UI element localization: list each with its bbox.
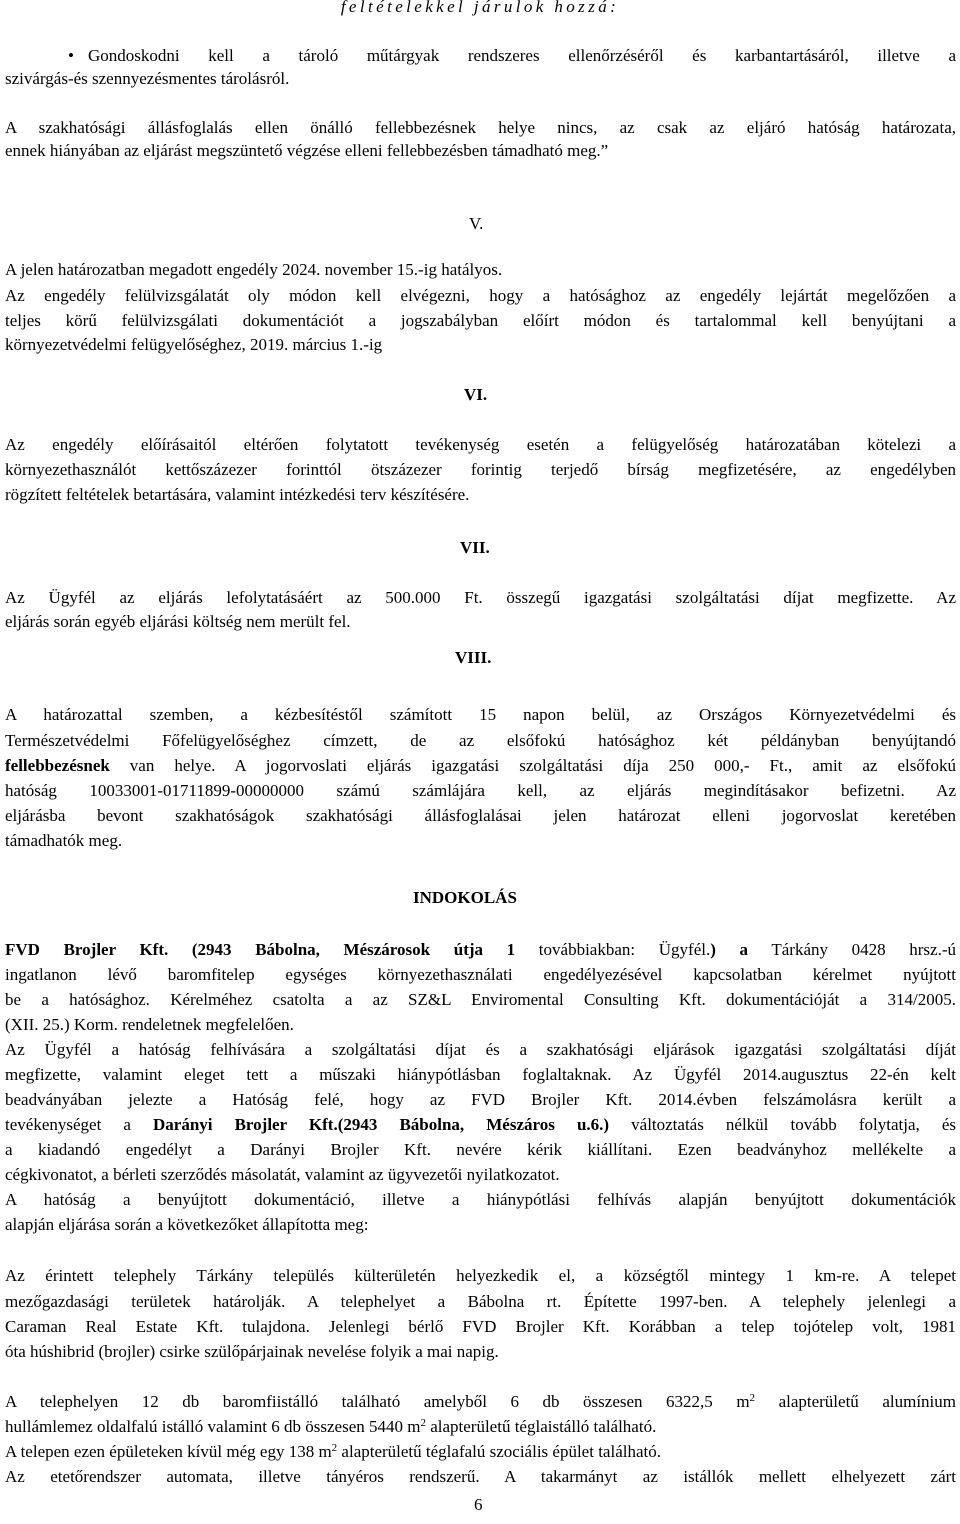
section-viii-line-rest: van helye. A jogorvoslati eljárás igazgatási szolgáltatási díja 250 000,- Ft., amit az elsőfokú <box>109 756 956 775</box>
client-alias: továbbiakban: Ügyfél. <box>515 940 711 959</box>
appeal-bold-word: fellebbezésnek <box>5 756 110 775</box>
indoklas-text: alapterületű téglafalú szociális épület található. <box>337 1442 661 1461</box>
indoklas-line: Az Ügyfél a hatóság felhívására a szolgáltatási díjat és a szakhatósági eljárások igazgatási szolgáltatási díját <box>5 1040 956 1059</box>
indoklas-text: A telepen ezen épületeken kívül még egy 138 m <box>5 1442 332 1461</box>
section-vii-line: Az Ügyfél az eljárás lefolytatásáért az 500.000 Ft. összegű igazgatási szolgáltatási díjat megfizette. Az <box>5 588 956 607</box>
page-number: 6 <box>474 1495 483 1514</box>
section-v-line: Az engedély felülvizsgálatát oly módon kell elvégezni, hogy a hatósághoz az engedély lejártát megelőzően a <box>5 286 956 305</box>
indoklas-line: megfizette, valamint eleget tett a műszaki hiánypótlásban foglaltaknak. Az Ügyfél 2014.augusztus 22-én kelt <box>5 1065 956 1084</box>
section-viii-line <box>5 755 956 777</box>
section-v-line: teljes körű felülvizsgálati dokumentációt a jogszabályban előírt módon és tartalommal kell benyújtani a <box>5 311 956 330</box>
indoklas-line: be a hatósághoz. Kérelméhez csatolta a az SZ&L Enviromental Consulting Kft. dokumentációját a 314/2005. <box>5 990 956 1009</box>
bullet-text-line: Gondoskodni kell a tároló műtárgyak rendszeres ellenőrzéséről és karbantartásáról, illetve a <box>88 46 956 65</box>
indoklas-heading: INDOKOLÁS <box>413 888 517 907</box>
indoklas-line <box>5 1416 656 1438</box>
section-heading-vii: VII. <box>460 538 490 557</box>
superscript: 2 <box>420 1417 426 1429</box>
section-v-line: környezetvédelmi felügyelőséghez, 2019. március 1.-ig <box>5 335 383 354</box>
section-vi-line: környezethasználót kettőszázezer forinttól ötszázezer forintig terjedő bírság megfizetésére, az engedélyben <box>5 460 956 479</box>
indoklas-text: alapterületű alumínium <box>755 1392 956 1411</box>
indoklas-line <box>5 1441 661 1463</box>
indoklas-line: Az érintett telephely Tárkány település külterületén helyezkedik el, a községtől mintegy 1 km-re. A telepet <box>5 1266 956 1285</box>
section-heading-v: V. <box>469 214 484 233</box>
indoklas-line <box>5 1391 956 1413</box>
indoklas-text: változtatás nélkül tovább folytatja, és <box>609 1115 956 1134</box>
section-vi-line: rögzített feltételek betartására, valamint intézkedési terv készítésére. <box>5 485 470 504</box>
indoklas-text: tevékenységet a <box>5 1115 153 1134</box>
section-v-line: A jelen határozatban megadott engedély 2024. november 15.-ig hatályos. <box>5 260 503 279</box>
indoklas-line: Caraman Real Estate Kft. tulajdona. Jelenlegi bérlő FVD Brojler Kft. Korábban a telep tojótelep volt, 1981 <box>5 1317 956 1336</box>
appeal-note-line: A szakhatósági állásfoglalás ellen önálló fellebbezésnek helye nincs, az csak az eljáró hatóság határozata, <box>5 118 956 137</box>
client-bold-tail: ) a <box>710 940 749 959</box>
section-viii-line: hatóság 10033001-01711899-00000000 számú számlájára kell, az eljárás megindításakor befizetni. Az <box>5 781 956 800</box>
section-heading-viii: VIII. <box>455 648 492 667</box>
section-viii-line: támadhatók meg. <box>5 831 123 850</box>
superscript: 2 <box>331 1442 338 1454</box>
section-viii-line: Természetvédelmi Főfelügyelőséghez címzett, de az elsőfokú hatósághoz két példányban benyújtandó <box>5 731 956 750</box>
indoklas-text: hullámlemez oldalfalú istálló valamint 6 db összesen 5440 m <box>5 1417 421 1436</box>
indoklas-line: óta húshibrid (brojler) csirke szülőpárjainak nevelése folyik a mai napig. <box>5 1342 499 1361</box>
new-company-bold: Darányi Brojler Kft.(2943 Bábolna, Mészáros u.6.) <box>153 1115 610 1134</box>
indoklas-text: A telephelyen 12 db baromfiistálló található amelyből 6 db összesen 6322,5 m <box>5 1392 750 1411</box>
section-vi-line: Az engedély előírásaitól eltérően folytatott tevékenység esetén a felügyelőség határozatában kötelezi a <box>5 435 956 454</box>
indoklas-line <box>5 939 956 961</box>
bullet-marker: • <box>68 46 74 65</box>
indoklas-line: Az etetőrendszer automata, illetve tányéros rendszerű. A takarmányt az istállók mellett elhelyezett zárt <box>5 1467 956 1486</box>
client-name-bold: FVD Brojler Kft. (2943 Bábolna, Mészárosok útja 1 <box>5 940 516 959</box>
section-viii-line: eljárásba bevont szakhatóságok szakhatósági állásfoglalásai jelen határozat elleni jogorvoslat keretében <box>5 806 956 825</box>
indoklas-line: mezőgazdasági területek határolják. A telephelyet a Bábolna rt. Építette 1997-ben. A telephely jelenlegi a <box>5 1292 956 1311</box>
indoklas-line: A hatóság a benyújtott dokumentáció, illetve a hiánypótlási felhívás alapján benyújtott dokumentációk <box>5 1190 956 1209</box>
section-viii-line: A határozattal szemben, a kézbesítéstől számított 15 napon belül, az Országos Környezetvédelmi és <box>5 705 956 724</box>
section-vii-line: eljárás során egyéb eljárási költség nem merült fel. <box>5 612 351 631</box>
bullet-text-line: szivárgás-és szennyezésmentes tárolásról. <box>5 69 290 88</box>
client-location: Tárkány 0428 hrsz.-ú <box>748 940 957 959</box>
indoklas-line: a kiadandó engedélyt a Darányi Brojler Kft. nevére kérik kiállítani. Ezen beadványhoz mellékelte a <box>5 1140 956 1159</box>
indoklas-line: alapján eljárása során a következőket állapította meg: <box>5 1215 369 1234</box>
indoklas-line: cégkivonatot, a bérleti szerződés másolatát, valamint az ügyvezetői nyilatkozatot. <box>5 1165 560 1184</box>
indoklas-line: ingatlanon lévő baromfitelep egységes környezethasználati engedélyezésével kapcsolatban kérelmet nyújtott <box>5 965 956 984</box>
conditions-heading: feltételekkel járulok hozzá: <box>340 0 620 16</box>
appeal-note-line: ennek hiányában az eljárást megszüntető végzése elleni fellebbezésben támadható meg.” <box>5 141 609 160</box>
section-heading-vi: VI. <box>464 385 488 404</box>
indoklas-text: alapterületű téglaistálló található. <box>425 1417 657 1436</box>
superscript: 2 <box>749 1392 756 1404</box>
indoklas-line: (XII. 25.) Korm. rendeletnek megfelelően. <box>5 1015 294 1034</box>
indoklas-line <box>5 1114 956 1136</box>
indoklas-line: beadványában jelezte a Hatóság felé, hogy az FVD Brojler Kft. 2014.évben felszámolásra került a <box>5 1090 956 1109</box>
